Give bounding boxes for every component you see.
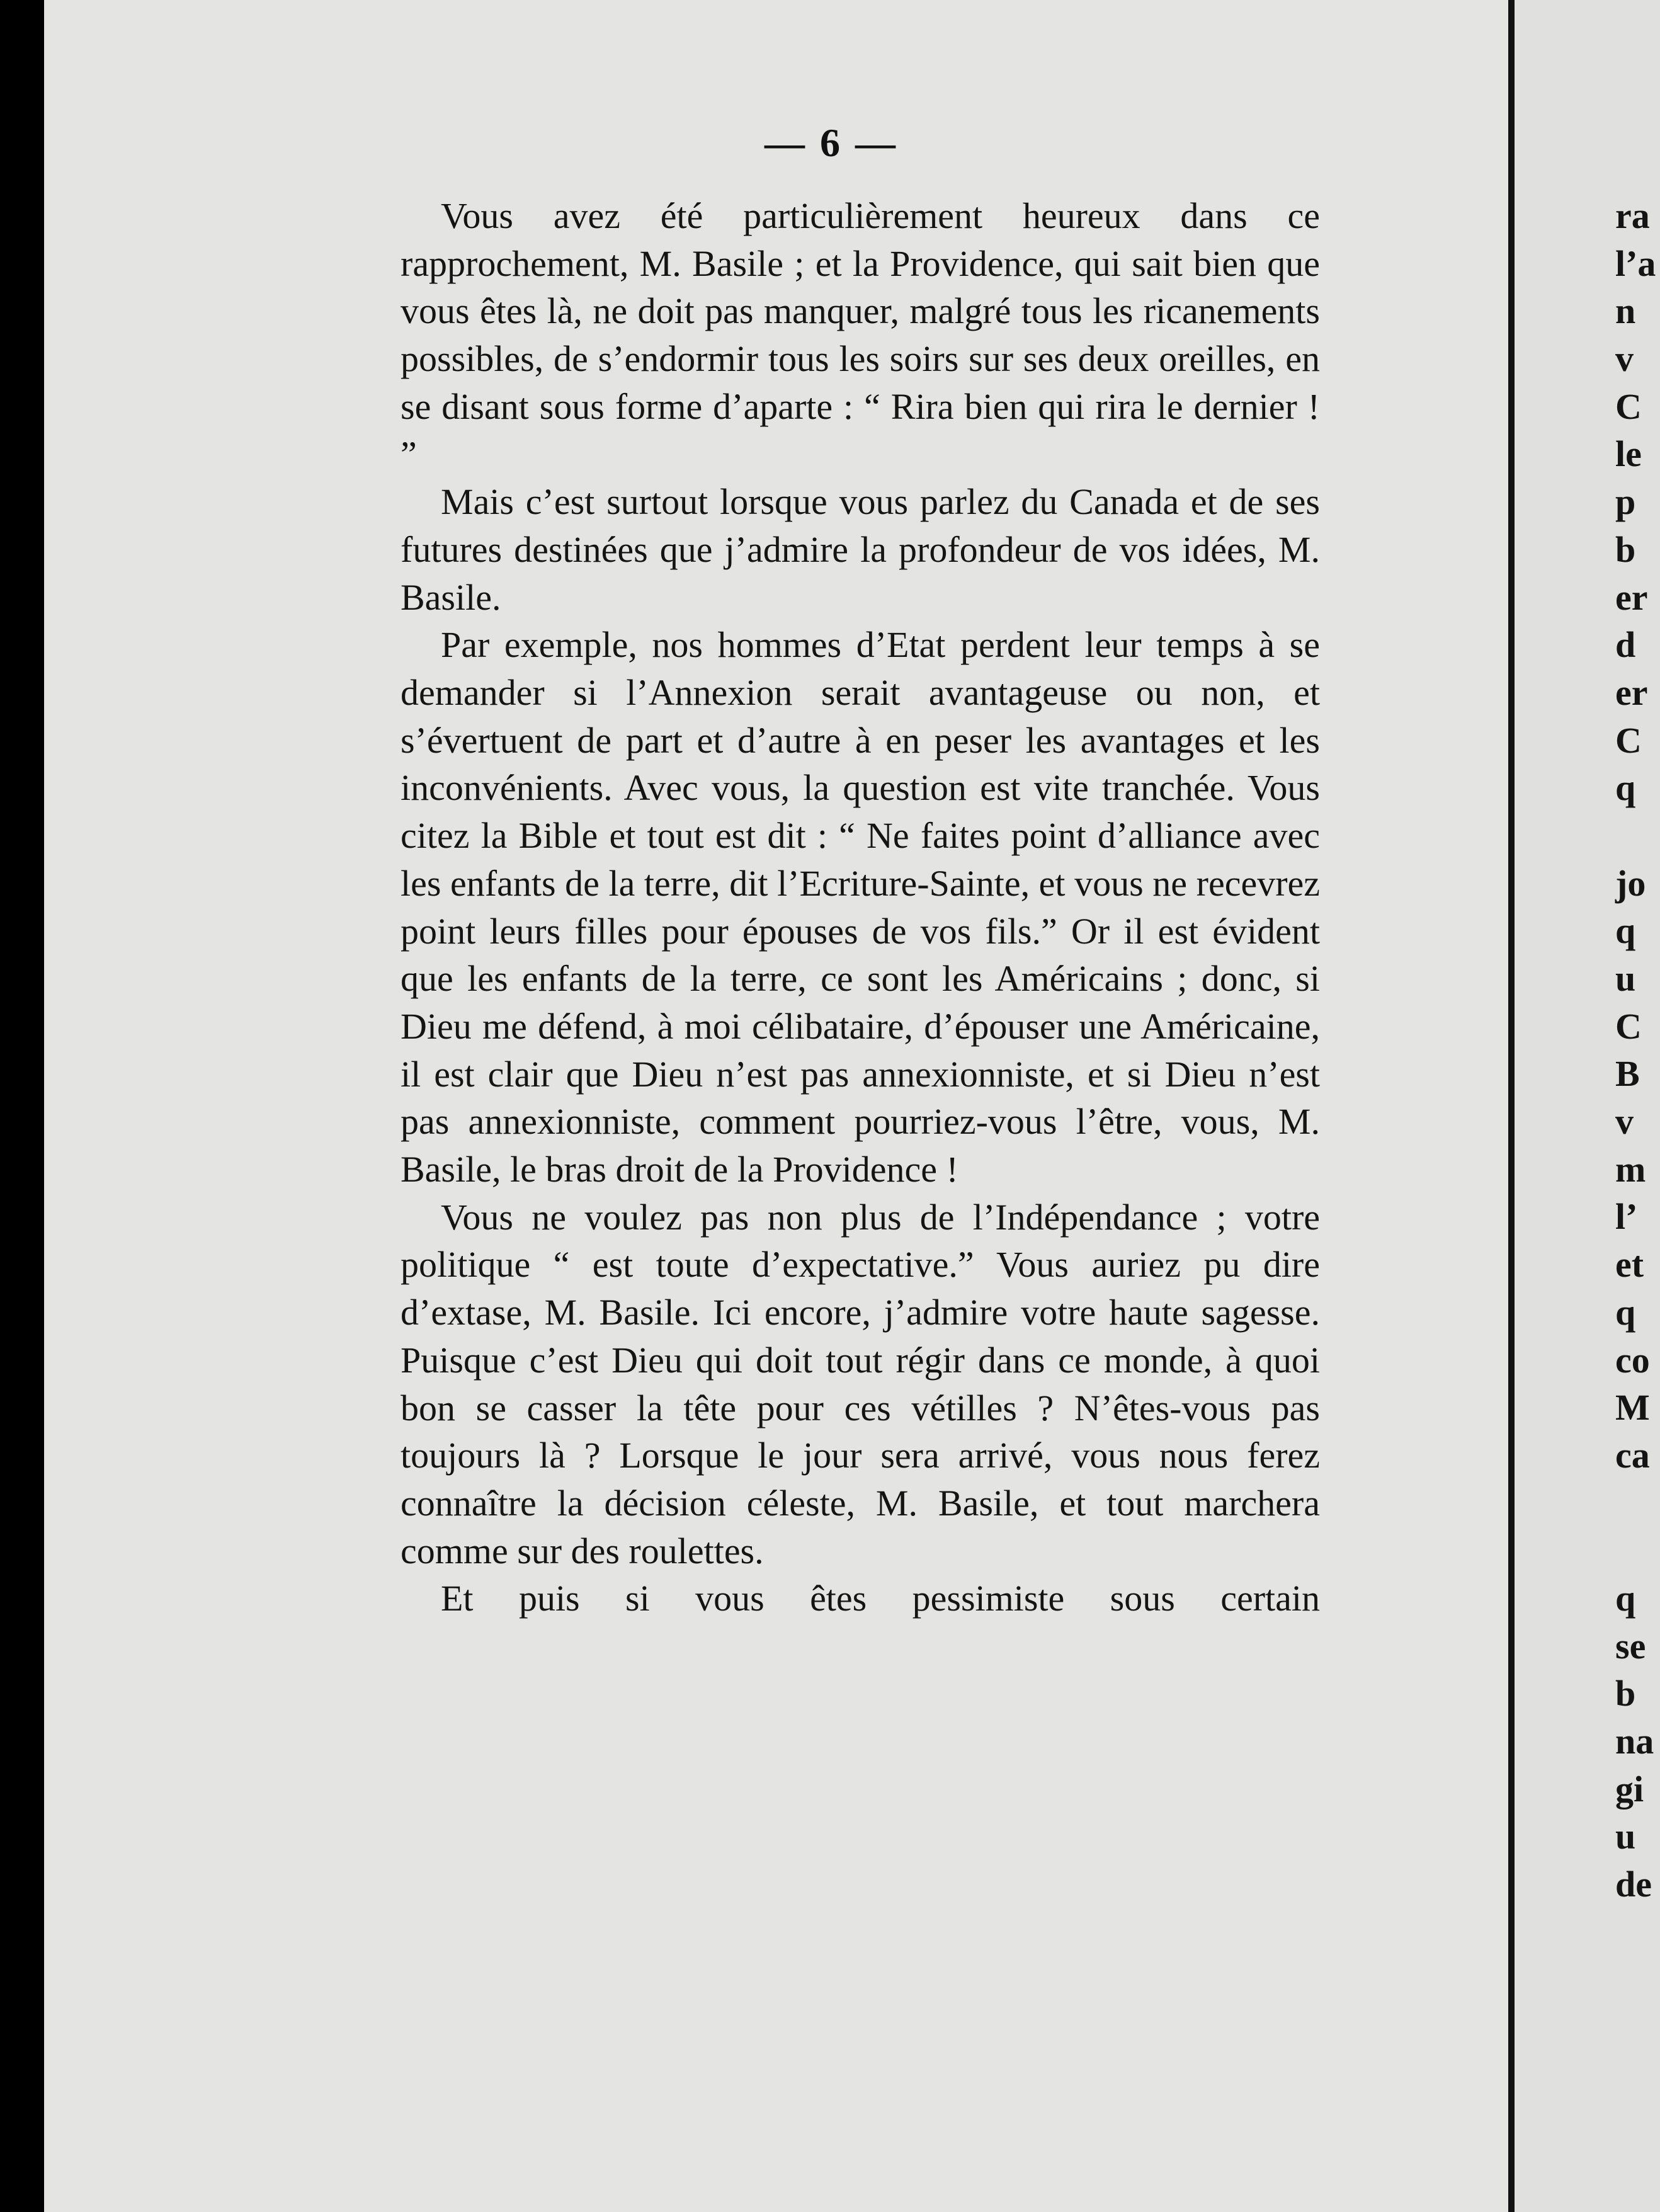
facing-page-fragment: se	[1615, 1625, 1646, 1667]
facing-page-fragment: v	[1615, 1101, 1634, 1143]
facing-page-fragment: ca	[1615, 1434, 1650, 1476]
facing-page-fragment: d	[1615, 624, 1636, 666]
facing-page-fragment: C	[1615, 1005, 1642, 1047]
facing-page-fragment: M	[1615, 1387, 1650, 1428]
facing-page-fragment: na	[1615, 1721, 1654, 1762]
facing-page-fragment	[1615, 1479, 1660, 1527]
facing-page-fragment: C	[1615, 719, 1642, 761]
facing-page-fragment: jo	[1615, 862, 1646, 904]
facing-page-fragment: l’	[1615, 1196, 1638, 1238]
page-number: — 6 —	[765, 120, 898, 165]
facing-page-text-fragments	[1615, 192, 1660, 1908]
facing-page-fragment: u	[1615, 958, 1636, 999]
paragraph-5: Et puis si vous êtes pessimiste sous certain	[441, 1578, 1320, 1619]
facing-page-fragment: b	[1615, 1673, 1636, 1714]
facing-page-fragment: v	[1615, 338, 1634, 380]
facing-page-fragment: q	[1615, 767, 1636, 809]
facing-page-fragment	[1615, 812, 1660, 860]
facing-page-fragment: co	[1615, 1339, 1650, 1381]
facing-page-fragment: gi	[1615, 1768, 1644, 1810]
facing-page-fragment: er	[1615, 671, 1648, 713]
facing-page-fragment: le	[1615, 433, 1642, 475]
paragraph-3: Par exemple, nos hommes d’Etat perdent leur temps à se demander si l’Annexion serait avantageuse ou non, et s’évertuent de part et d’autre à en peser les avantages et les inconvénients. Avec vous, la question est vite tranchée. Vous citez la Bible et tout est dit : “ Ne faites point d’alliance avec les enfants de la terre, dit l’Ecriture-Sainte, et vous ne recevrez point leurs filles pour épouses de vos fils.” Or il est évident que les enfants de la terre, ce sont les Américains ; donc, si Dieu me défend, à moi célibataire, d’épouser une Américaine, il est clair que Dieu n’est pas annexionniste, et si Dieu n’est pas annexionniste, comment pourriez-vous l’être, vous, M. Basile, le bras droit de la Providence !	[401, 624, 1320, 1190]
facing-page-fragment: n	[1615, 290, 1636, 332]
scan-border-left	[0, 0, 44, 2212]
facing-page-fragment: l’a	[1615, 242, 1656, 284]
facing-page-fragment: et	[1615, 1244, 1644, 1286]
facing-page-fragment: de	[1615, 1864, 1652, 1905]
facing-page-fragment: u	[1615, 1816, 1636, 1857]
paragraph-4: Vous ne voulez pas non plus de l’Indépendance ; votre politique “ est toute d’expectative.” Vous auriez pu dire d’extase, M. Basile. Ici encore, j’admire votre haute sagesse. Puisque c’est Dieu qui doit tout régir dans ce monde, à quoi bon se casser la tête pour ces vétilles ? N’êtes-vous pas toujours là ? Lorsque le jour sera arrivé, vous nous ferez connaître la décision céleste, M. Basile, et tout marchera comme sur des roulettes.	[401, 1196, 1320, 1571]
facing-page-fragment: m	[1615, 1148, 1646, 1190]
body-text	[401, 192, 1320, 1622]
facing-page-fragment	[1615, 1527, 1660, 1575]
facing-page-fragment: q	[1615, 1291, 1636, 1333]
facing-page-fragment: b	[1615, 528, 1636, 570]
facing-page-fragment: p	[1615, 481, 1636, 523]
facing-page-fragment: B	[1615, 1053, 1640, 1095]
facing-page-fragment: ra	[1615, 195, 1650, 236]
facing-page-fragment: C	[1615, 385, 1642, 427]
facing-page-fragment: er	[1615, 576, 1648, 618]
facing-page-fragment: q	[1615, 1577, 1636, 1619]
page-gutter	[1508, 0, 1515, 2212]
paragraph-1: Vous avez été particulièrement heureux dans ce rapprochement, M. Basile ; et la Providence, qui sait bien que vous êtes là, ne doit pas manquer, malgré tous les ricanements possibles, de s’endormir tous les soirs sur ses deux oreilles, en se disant sous forme d’aparte : “ Rira bien qui rira le dernier ! ”	[401, 195, 1320, 475]
facing-page-fragment: q	[1615, 910, 1636, 952]
paragraph-2: Mais c’est surtout lorsque vous parlez du Canada et de ses futures destinées que j’admire la profondeur de vos idées, M. Basile.	[401, 481, 1320, 618]
